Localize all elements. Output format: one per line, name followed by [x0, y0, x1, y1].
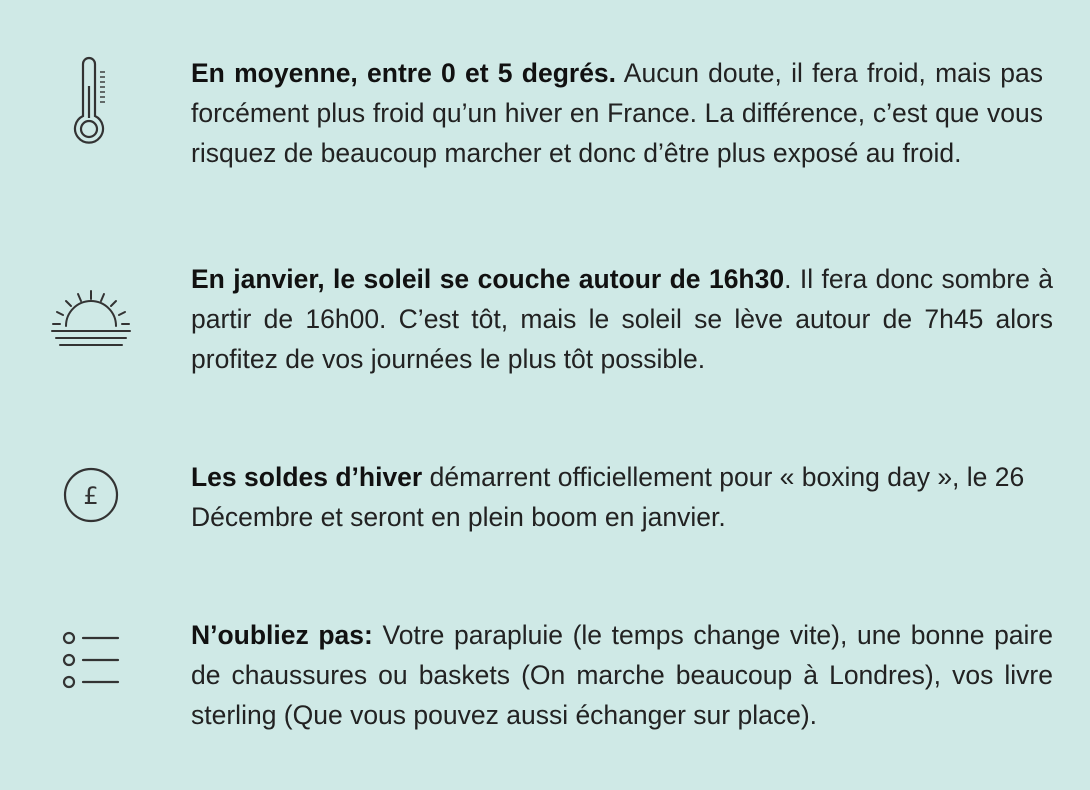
info-paragraph-sales: [191, 457, 1051, 537]
checklist-icon: [58, 626, 124, 692]
info-body-reminder: Votre parapluie (le temps change vite), une bonne paire de chaussures ou baskets (On marche beaucoup à Londres), vos livre sterling (Que vous pouvez aussi échanger sur place).: [191, 620, 1053, 730]
svg-text:£: £: [83, 482, 99, 510]
info-heading-temperature: En moyenne, entre 0 et 5 degrés.: [191, 58, 617, 88]
info-body-temperature: Aucun doute, il fera froid, mais pas forcément plus froid qu’un hiver en France. La différence, c’est que vous risquez de beaucoup marcher et donc d’être plus exposé au froid.: [191, 58, 1044, 168]
info-heading-sales: Les soldes d’hiver: [191, 462, 423, 492]
thermometer-icon: [70, 56, 110, 148]
info-paragraph-temperature: [191, 53, 1043, 173]
info-body-sunset: . Il fera donc sombre à partir de 16h00. C’est tôt, mais le soleil se lève autour de 7h45 alors profitez de vos journées le plus tôt possible.: [191, 264, 1053, 374]
pound-coin-icon: [61, 465, 121, 525]
info-paragraph-reminder: [191, 615, 1053, 735]
info-body-sales: démarrent officiellement pour « boxing day », le 26 Décembre et seront en plein boom en janvier.: [191, 462, 1025, 532]
info-paragraph-sunset: [191, 259, 1053, 379]
info-heading-reminder: N’oubliez pas:: [191, 620, 373, 650]
info-heading-sunset: En janvier, le soleil se couche autour de 16h30: [191, 264, 785, 294]
sunset-icon: [46, 288, 136, 360]
